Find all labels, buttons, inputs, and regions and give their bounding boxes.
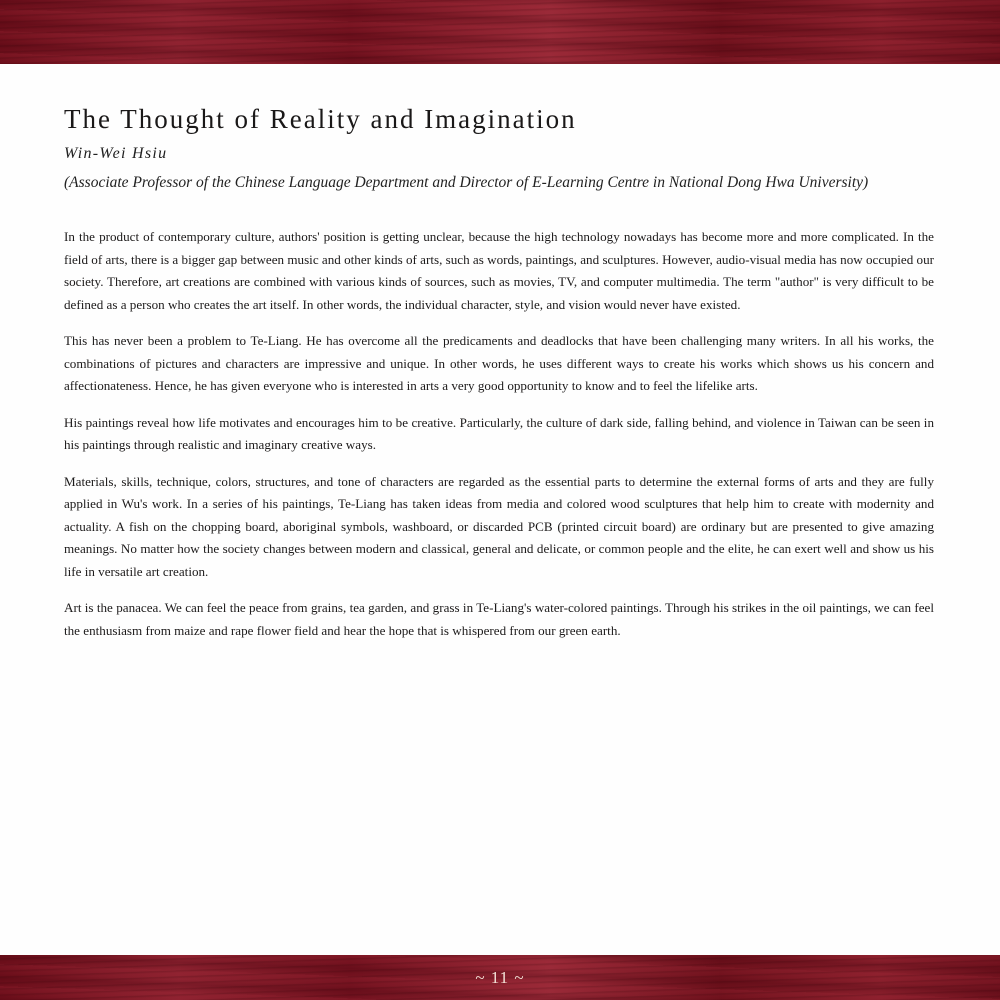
paragraph-2: This has never been a problem to Te-Liang. He has overcome all the predicaments and deadlocks that have been challenging many writers. In all his works, the combinations of pictures and characters are impressive and unique. In other words, he uses different ways to create his works which shows us his concern and affectionateness. Hence, he has given everyone who is interested in arts a very good opportunity to know and to feel the lifelike arts. bbox=[64, 333, 934, 393]
paragraph-5: Art is the panacea. We can feel the peace from grains, tea garden, and grass in Te-Liang's water-colored paintings. Through his strikes in the oil paintings, we can feel the enthusiasm from maize and rape flower field and hear the hope that is whispered from our green earth. bbox=[64, 600, 934, 638]
paragraph-1: In the product of contemporary culture, authors' position is getting unclear, because the high technology nowadays has become more and more complicated. In the field of arts, there is a bigger gap between music and other kinds of arts, such as words, paintings, and sculptures. However, audio-visual media has now occupied our society. Therefore, art creations are combined with various kinds of sources, such as movies, TV, and computer multimedia. The term "author" is very difficult to be defined as a person who creates the art itself. In other words, the individual character, style, and vision would never have existed. bbox=[64, 229, 934, 312]
paragraph-4: Materials, skills, technique, colors, structures, and tone of characters are regarded as the essential parts to determine the external forms of arts and they are fully applied in Wu's work. In a series of his paintings, Te-Liang has taken ideas from media and colored wood sculptures that help him to create with modernity and actuality. A fish on the chopping board, aboriginal symbols, washboard, or discarded PCB (printed circuit board) are ordinary but are presented to give amazing meanings. No matter how the society changes between modern and classical, general and delicate, or common people and the elite, he can exert well and show us his life in versatile art creation. bbox=[64, 473, 934, 579]
paragraph-3: His paintings reveal how life motivates and encourages him to be creative. Particularly, the culture of dark side, falling behind, and violence in Taiwan can be seen in his paintings through realistic and imaginary creative ways. bbox=[64, 414, 934, 452]
page-number: ~ 11 ~ bbox=[475, 968, 525, 987]
article-body bbox=[64, 226, 934, 656]
author-affiliation: (Associate Professor of the Chinese Language Department and Director of E-Learning Centre in National Dong Hwa University) bbox=[64, 174, 869, 191]
author-name: Win-Wei Hsiu bbox=[64, 145, 168, 162]
article-title: The Thought of Reality and Imagination bbox=[64, 104, 577, 134]
top-wood-border bbox=[0, 0, 1000, 64]
